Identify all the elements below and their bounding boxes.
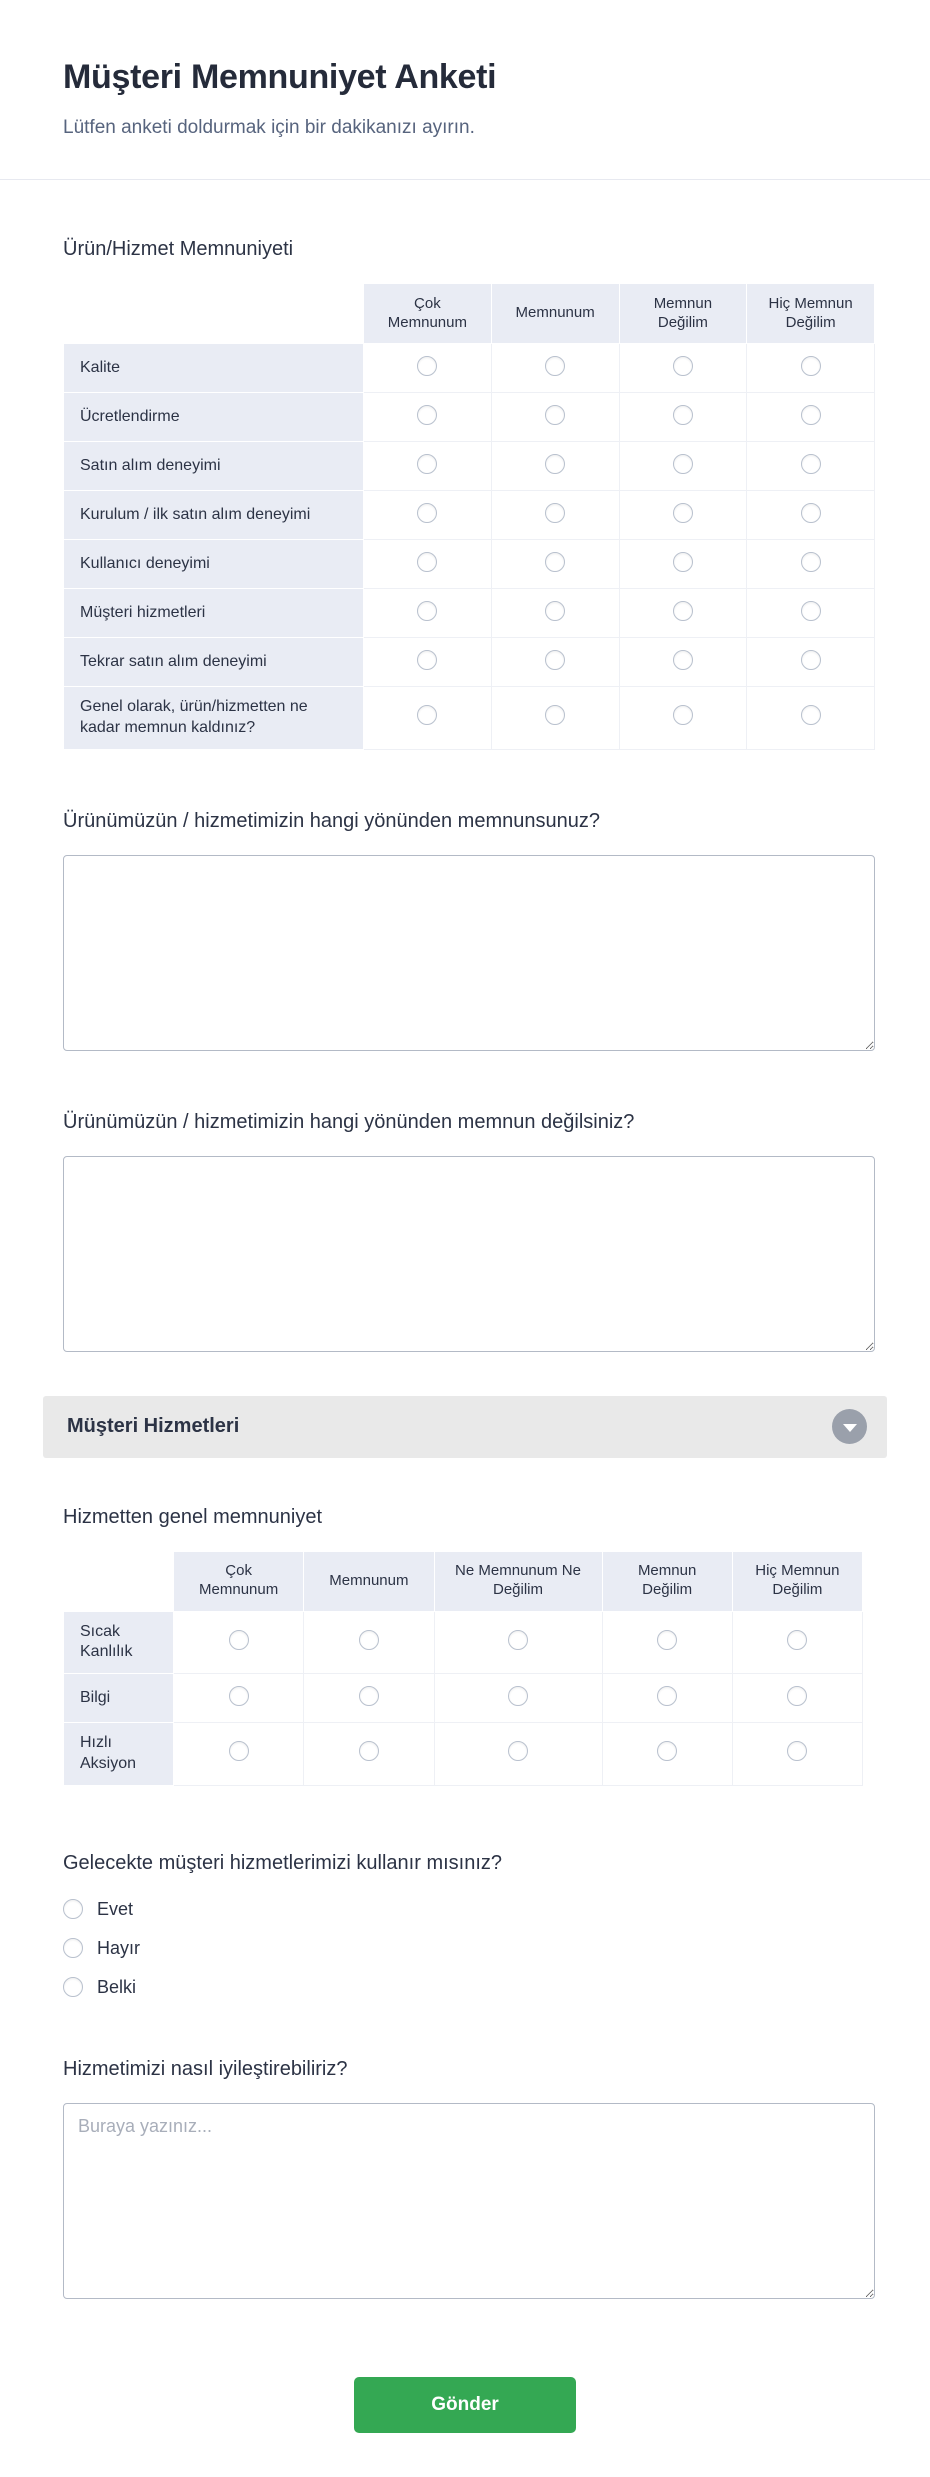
matrix-radio[interactable]: [417, 552, 437, 572]
matrix-cell: [174, 1723, 304, 1786]
question-satisfied: [63, 810, 867, 1051]
matrix-radio[interactable]: [801, 356, 821, 376]
matrix-radio[interactable]: [417, 650, 437, 670]
unsatisfied-textarea[interactable]: [63, 1156, 875, 1352]
matrix-cell: [304, 1611, 434, 1674]
matrix-cell: [491, 687, 619, 750]
matrix-row-label: Tekrar satın alım deneyimi: [64, 638, 364, 687]
matrix-row-label: Kurulum / ilk satın alım deneyimi: [64, 491, 364, 540]
matrix-corner-cell: [64, 1551, 174, 1611]
improve-textarea[interactable]: [63, 2103, 875, 2299]
matrix-radio[interactable]: [417, 601, 437, 621]
matrix-cell: [491, 393, 619, 442]
question-service-matrix: [63, 1506, 867, 1786]
matrix-radio[interactable]: [545, 650, 565, 670]
matrix-column-header: Ne Memnunum Ne Değilim: [434, 1551, 602, 1611]
form-subtitle: Lütfen anketi doldurmak için bir dakikanızı ayırın.: [63, 117, 475, 138]
matrix-radio[interactable]: [229, 1630, 249, 1650]
matrix-radio[interactable]: [801, 454, 821, 474]
matrix-row: [64, 638, 875, 687]
matrix-radio[interactable]: [787, 1630, 807, 1650]
matrix-cell: [491, 344, 619, 393]
matrix-cell: [364, 442, 492, 491]
matrix-cell: [747, 589, 875, 638]
matrix-radio[interactable]: [787, 1686, 807, 1706]
matrix-cell: [619, 589, 747, 638]
matrix-radio[interactable]: [229, 1741, 249, 1761]
matrix-cell: [491, 491, 619, 540]
matrix-row-label: Ücretlendirme: [64, 393, 364, 442]
radio-icon[interactable]: [63, 1977, 83, 1997]
matrix-header-row: [64, 284, 875, 344]
header-divider: [0, 179, 930, 180]
matrix-cell: [747, 442, 875, 491]
matrix-row-label: Hızlı Aksiyon: [64, 1723, 174, 1786]
matrix-radio[interactable]: [801, 503, 821, 523]
matrix-radio[interactable]: [359, 1630, 379, 1650]
matrix-cell: [747, 393, 875, 442]
radio-option-label: Belki: [97, 1976, 137, 1997]
matrix-radio[interactable]: [508, 1630, 528, 1650]
matrix-radio[interactable]: [657, 1630, 677, 1650]
matrix-cell: [732, 1723, 862, 1786]
matrix-radio[interactable]: [673, 503, 693, 523]
matrix-radio[interactable]: [673, 356, 693, 376]
matrix-cell: [732, 1674, 862, 1723]
matrix-radio[interactable]: [545, 503, 565, 523]
matrix-radio[interactable]: [359, 1741, 379, 1761]
matrix-radio[interactable]: [417, 356, 437, 376]
matrix-cell: [491, 638, 619, 687]
matrix-radio[interactable]: [801, 552, 821, 572]
matrix-cell: [747, 540, 875, 589]
improve-question-label: Hizmetimizi nasıl iyileştirebiliriz?: [63, 2057, 348, 2080]
matrix-cell: [434, 1611, 602, 1674]
submit-button[interactable]: Gönder: [354, 2377, 576, 2433]
matrix-cell: [491, 442, 619, 491]
product-matrix-table: [63, 283, 875, 750]
service-matrix-table: [63, 1551, 863, 1786]
matrix-cell: [747, 491, 875, 540]
matrix-cell: [619, 393, 747, 442]
matrix-row-label: Kullanıcı deneyimi: [64, 540, 364, 589]
matrix-row: [64, 1723, 863, 1786]
matrix-cell: [619, 491, 747, 540]
question-improve: [63, 2058, 867, 2299]
matrix-column-header: Çok Memnunum: [364, 284, 492, 344]
matrix-radio[interactable]: [673, 650, 693, 670]
satisfied-question-label: Ürünümüzün / hizmetimizin hangi yönünden memnunsunuz?: [63, 809, 600, 832]
service-matrix-label: Hizmetten genel memnuniyet: [63, 1505, 323, 1528]
matrix-radio[interactable]: [545, 356, 565, 376]
matrix-cell: [602, 1723, 732, 1786]
matrix-radio[interactable]: [801, 705, 821, 725]
matrix-cell: [619, 638, 747, 687]
radio-option[interactable]: [63, 1977, 867, 1998]
matrix-cell: [732, 1611, 862, 1674]
matrix-row-label: Satın alım deneyimi: [64, 442, 364, 491]
matrix-cell: [434, 1723, 602, 1786]
matrix-radio[interactable]: [417, 405, 437, 425]
matrix-column-header: Memnunum: [304, 1551, 434, 1611]
matrix-radio[interactable]: [673, 601, 693, 621]
matrix-row: [64, 1611, 863, 1674]
matrix-cell: [619, 540, 747, 589]
matrix-row: [64, 491, 875, 540]
matrix-radio[interactable]: [801, 405, 821, 425]
radio-icon[interactable]: [63, 1899, 83, 1919]
matrix-radio[interactable]: [545, 705, 565, 725]
matrix-radio[interactable]: [545, 454, 565, 474]
matrix-radio[interactable]: [545, 601, 565, 621]
matrix-cell: [491, 589, 619, 638]
matrix-cell: [364, 687, 492, 750]
matrix-cell: [619, 442, 747, 491]
matrix-column-header: Memnun Değilim: [602, 1551, 732, 1611]
section-collapse-bar[interactable]: [43, 1396, 887, 1458]
matrix-cell: [619, 344, 747, 393]
matrix-radio[interactable]: [417, 503, 437, 523]
question-future-use: [63, 1852, 867, 1998]
matrix-cell: [434, 1674, 602, 1723]
radio-option[interactable]: [63, 1899, 867, 1920]
matrix-row-label: Genel olarak, ürün/hizmetten ne kadar memnun kaldınız?: [64, 687, 364, 750]
matrix-column-header: Memnunum: [491, 284, 619, 344]
matrix-radio[interactable]: [359, 1686, 379, 1706]
matrix-radio[interactable]: [545, 405, 565, 425]
radio-option-label: Evet: [97, 1898, 134, 1919]
future-use-options: [63, 1899, 867, 1998]
matrix-cell: [364, 491, 492, 540]
matrix-cell: [174, 1611, 304, 1674]
matrix-radio[interactable]: [508, 1741, 528, 1761]
matrix-row-label: Müşteri hizmetleri: [64, 589, 364, 638]
submit-row: [63, 2377, 867, 2433]
matrix-row: [64, 589, 875, 638]
matrix-column-header: Hiç Memnun Değilim: [732, 1551, 862, 1611]
matrix-row: [64, 540, 875, 589]
matrix-column-header: Memnun Değilim: [619, 284, 747, 344]
matrix-cell: [602, 1611, 732, 1674]
matrix-corner-cell: [64, 284, 364, 344]
matrix-radio[interactable]: [801, 650, 821, 670]
matrix-radio[interactable]: [508, 1686, 528, 1706]
matrix-radio[interactable]: [417, 705, 437, 725]
matrix-radio[interactable]: [229, 1686, 249, 1706]
matrix-radio[interactable]: [673, 454, 693, 474]
matrix-cell: [304, 1723, 434, 1786]
matrix-row: [64, 442, 875, 491]
form-header: [63, 58, 867, 139]
matrix-cell: [747, 638, 875, 687]
unsatisfied-question-label: Ürünümüzün / hizmetimizin hangi yönünden memnun değilsiniz?: [63, 1110, 635, 1133]
matrix-radio[interactable]: [673, 552, 693, 572]
matrix-radio[interactable]: [545, 552, 565, 572]
matrix-column-header: Çok Memnunum: [174, 1551, 304, 1611]
matrix-row: [64, 344, 875, 393]
section-title: Müşteri Hizmetleri: [67, 1415, 240, 1438]
matrix-row: [64, 393, 875, 442]
product-matrix-label: Ürün/Hizmet Memnuniyeti: [63, 238, 294, 260]
matrix-cell: [619, 687, 747, 750]
matrix-cell: [747, 344, 875, 393]
radio-option[interactable]: [63, 1938, 867, 1959]
matrix-radio[interactable]: [673, 705, 693, 725]
matrix-cell: [364, 344, 492, 393]
matrix-cell: [304, 1674, 434, 1723]
form-title: Müşteri Memnuniyet Anketi: [63, 58, 497, 96]
matrix-radio[interactable]: [657, 1741, 677, 1761]
question-product-matrix: [63, 238, 867, 750]
matrix-header-row: [64, 1551, 863, 1611]
question-unsatisfied: [63, 1111, 867, 1352]
radio-icon[interactable]: [63, 1938, 83, 1958]
matrix-cell: [491, 540, 619, 589]
matrix-radio[interactable]: [657, 1686, 677, 1706]
satisfied-textarea[interactable]: [63, 855, 875, 1051]
matrix-radio[interactable]: [801, 601, 821, 621]
matrix-row-label: Bilgi: [64, 1674, 174, 1723]
future-use-question-label: Gelecekte müşteri hizmetlerimizi kullanır mısınız?: [63, 1851, 503, 1874]
matrix-row: [64, 687, 875, 750]
collapse-toggle-button[interactable]: [832, 1409, 867, 1444]
matrix-radio[interactable]: [787, 1741, 807, 1761]
matrix-radio[interactable]: [673, 405, 693, 425]
radio-option-label: Hayır: [97, 1937, 141, 1958]
matrix-cell: [364, 540, 492, 589]
matrix-row-label: Sıcak Kanlılık: [64, 1611, 174, 1674]
matrix-cell: [747, 687, 875, 750]
matrix-row-label: Kalite: [64, 344, 364, 393]
matrix-cell: [602, 1674, 732, 1723]
matrix-cell: [364, 589, 492, 638]
matrix-column-header: Hiç Memnun Değilim: [747, 284, 875, 344]
chevron-down-icon: [843, 1424, 857, 1432]
matrix-radio[interactable]: [417, 454, 437, 474]
matrix-cell: [364, 638, 492, 687]
matrix-cell: [364, 393, 492, 442]
matrix-row: [64, 1674, 863, 1723]
matrix-cell: [174, 1674, 304, 1723]
